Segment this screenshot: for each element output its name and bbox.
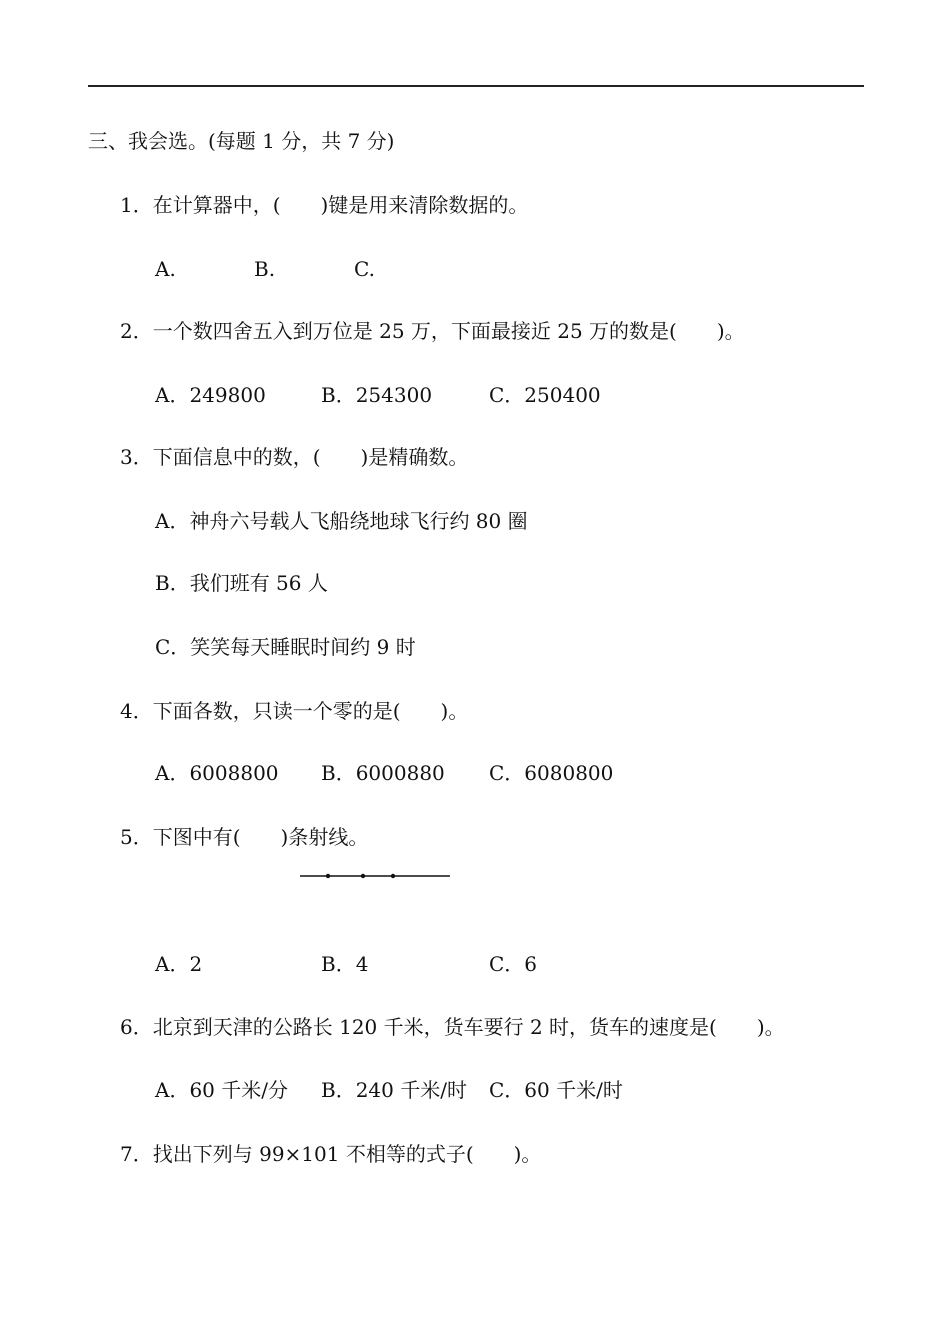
option-5c: C．6 <box>489 952 538 976</box>
option-4a: A．6008800 <box>155 761 279 785</box>
option-1c: C. <box>354 257 375 281</box>
question-number: 2． <box>120 319 153 343</box>
question-text: 下图中有( )条射线。 <box>152 825 369 849</box>
option-2b: B．254300 <box>321 383 433 407</box>
question-text: 下面各数，只读一个零的是( )。 <box>152 699 469 723</box>
option-6c: C．60 千米/时 <box>489 1078 623 1102</box>
question-text: 找出下列与 99×101 不相等的式子( )。 <box>152 1142 542 1166</box>
section-title: 三、我会选。(每题 1 分，共 7 分) <box>88 129 395 153</box>
question-4 <box>120 698 468 724</box>
option-3c: C．笑笑每天睡眠时间约 9 时 <box>155 635 416 659</box>
option-5a: A．2 <box>155 952 203 976</box>
option-5b: B．4 <box>321 952 369 976</box>
option-1b: B. <box>254 257 276 281</box>
question-text: 下面信息中的数，( )是精确数。 <box>152 445 469 469</box>
question-number: 7． <box>120 1142 153 1166</box>
option-6a: A．60 千米/分 <box>155 1078 288 1102</box>
question-2 <box>120 318 745 344</box>
question-6 <box>120 1014 785 1040</box>
question-number: 6． <box>120 1015 153 1039</box>
question-3 <box>120 444 468 470</box>
option-4c: C．6080800 <box>489 761 614 785</box>
option-4b: B．6000880 <box>321 761 445 785</box>
question-number: 3． <box>120 445 153 469</box>
question-7 <box>120 1141 541 1167</box>
question-text: 一个数四舍五入到万位是 25 万，下面最接近 25 万的数是( )。 <box>152 319 745 343</box>
question-5 <box>120 824 368 850</box>
top-rule <box>88 85 864 87</box>
option-2c: C．250400 <box>489 383 601 407</box>
option-2a: A．249800 <box>155 383 266 407</box>
figure-point <box>326 874 330 878</box>
question-number: 5． <box>120 825 153 849</box>
question-number: 1． <box>120 193 153 217</box>
option-3b: B．我们班有 56 人 <box>155 571 328 595</box>
line-with-points-figure <box>296 868 456 884</box>
option-3a: A．神舟六号载人飞船绕地球飞行约 80 圈 <box>155 509 528 533</box>
option-1a: A. <box>155 257 176 281</box>
figure-point <box>361 874 365 878</box>
question-text: 北京到天津的公路长 120 千米，货车要行 2 时，货车的速度是( )。 <box>152 1015 785 1039</box>
figure-point <box>391 874 395 878</box>
option-6b: B．240 千米/时 <box>321 1078 467 1102</box>
question-text: 在计算器中，( )键是用来清除数据的。 <box>152 193 529 217</box>
question-1 <box>120 192 528 218</box>
question-number: 4． <box>120 699 153 723</box>
